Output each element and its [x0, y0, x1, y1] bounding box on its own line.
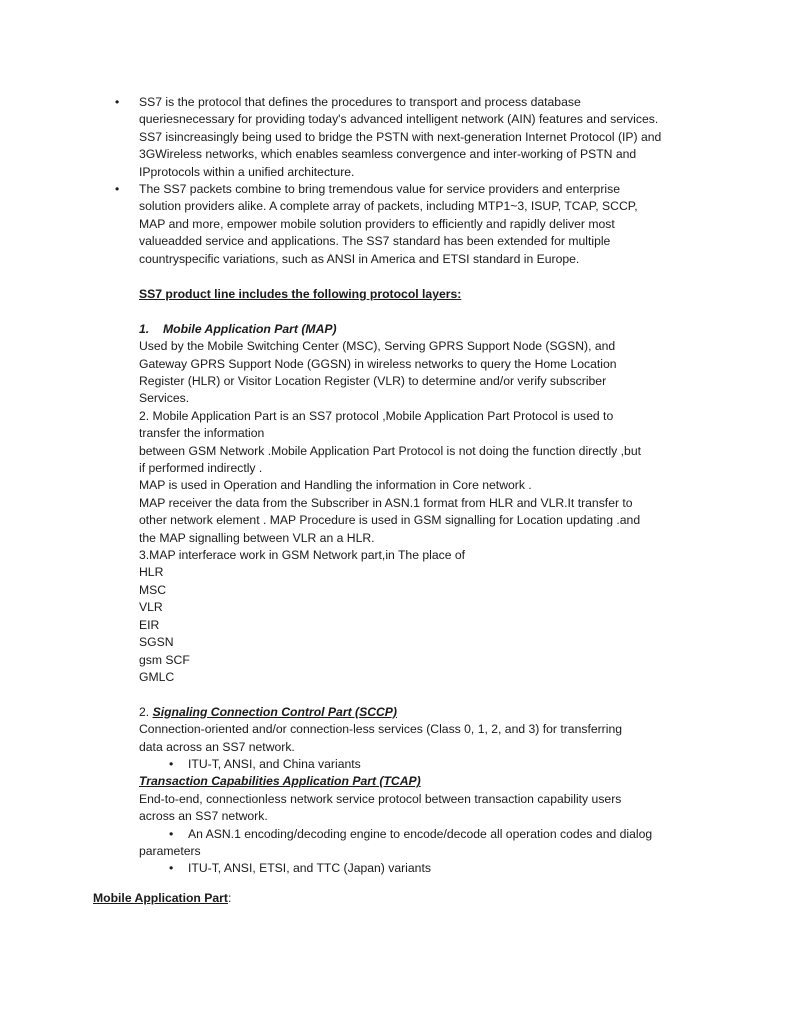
- text-line: queriesnecessary for providing today's advanced intelligent network (AIN) features and services.: [139, 112, 659, 127]
- tcap-bullet-2: [139, 860, 709, 877]
- text-line: Services.: [139, 391, 190, 406]
- bullet-dot-icon: •: [169, 861, 174, 876]
- text-line: if performed indirectly .: [139, 461, 263, 476]
- product-line-heading: SS7 product line includes the following protocol layers:: [139, 287, 462, 301]
- text-line: SGSN: [139, 635, 174, 650]
- tcap-bullet-1-text: An ASN.1 encoding/decoding engine to encode/decode all operation codes and dialog: [188, 826, 653, 841]
- tcap-section-heading: Transaction Capabilities Application Part (TCAP): [139, 774, 421, 789]
- tcap-bullet-2-text: ITU-T, ANSI, ETSI, and TTC (Japan) variants: [188, 861, 431, 876]
- text-line: valueadded service and applications. The SS7 standard has been extended for multiple: [139, 234, 611, 249]
- text-line: IPprotocols within a unified architecture.: [139, 164, 355, 179]
- text-line: Connection-oriented and/or connection-less services (Class 0, 1, 2, and 3) for transferring: [139, 722, 623, 737]
- text-line: The SS7 packets combine to bring tremendous value for service providers and enterprise: [139, 182, 620, 197]
- text-line: 3GWireless networks, which enables seamless convergence and inter-working of PSTN and: [139, 147, 637, 162]
- text-line: End-to-end, connectionless network service protocol between transaction capability users: [139, 791, 622, 806]
- map-section-number: 1.: [139, 321, 150, 336]
- bullet-dot-icon: •: [115, 182, 120, 197]
- tcap-bullet-1: [139, 826, 709, 843]
- text-line: HLR: [139, 565, 164, 580]
- map-section-title: Mobile Application Part (MAP): [163, 321, 337, 336]
- footer-heading-suffix: :: [227, 891, 232, 905]
- sccp-bullet: [139, 756, 709, 773]
- sccp-bullet-text: ITU-T, ANSI, and China variants: [188, 756, 361, 771]
- text-line: the MAP signalling between VLR an a HLR.: [139, 530, 375, 545]
- map-section-body: [139, 338, 709, 686]
- text-line: VLR: [139, 600, 163, 615]
- text-line: GMLC: [139, 669, 175, 684]
- text-line: EIR: [139, 617, 160, 632]
- text-line: other network element . MAP Procedure is used in GSM signalling for Location updating .and: [139, 513, 641, 528]
- intro-bullet-1: [113, 94, 713, 181]
- bullet-dot-icon: •: [169, 756, 174, 771]
- text-line: data across an SS7 network.: [139, 739, 295, 754]
- text-line: MAP is used in Operation and Handling the information in Core network .: [139, 478, 532, 493]
- text-line: transfer the information: [139, 426, 265, 441]
- text-line: Register (HLR) or Visitor Location Register (VLR) to determine and/or verify subscriber: [139, 374, 607, 389]
- text-line: Used by the Mobile Switching Center (MSC), Serving GPRS Support Node (SGSN), and: [139, 339, 616, 354]
- intro-bullet-list: [113, 94, 713, 268]
- text-line: 2. Mobile Application Part is an SS7 protocol ,Mobile Application Part Protocol is used to: [139, 408, 614, 423]
- text-line: 3.MAP interferace work in GSM Network part,in The place of: [139, 548, 466, 563]
- text-line: solution providers alike. A complete array of packets, including MTP1~3, ISUP, TCAP, SCCP,: [139, 199, 638, 214]
- sccp-section-title: Signaling Connection Control Part (SCCP): [152, 704, 397, 719]
- footer-heading-label: Mobile Application Part: [93, 891, 228, 905]
- bullet-dot-icon: •: [169, 826, 174, 841]
- footer-heading: [93, 890, 231, 907]
- text-line: between GSM Network .Mobile Application Part Protocol is not doing the function directly ,but: [139, 443, 641, 458]
- text-line: across an SS7 network.: [139, 809, 268, 824]
- text-line: countryspecific variations, such as ANSI in America and ETSI standard in Europe.: [139, 251, 580, 266]
- text-line: SS7 is the protocol that defines the procedures to transport and process database: [139, 95, 581, 109]
- text-line: SS7 isincreasingly being used to bridge the PSTN with next-generation Internet Protocol (IP) and: [139, 129, 662, 144]
- sccp-section-prefix: 2.: [139, 704, 153, 719]
- bullet-dot-icon: •: [115, 95, 120, 109]
- intro-bullet-2: [113, 181, 713, 268]
- sccp-section-heading: [139, 704, 709, 721]
- text-line: MAP and more, empower mobile solution providers to efficiently and rapidly deliver most: [139, 216, 615, 231]
- map-section-heading: [139, 321, 709, 338]
- text-line: Gateway GPRS Support Node (GGSN) in wireless networks to query the Home Location: [139, 356, 617, 371]
- text-line: MSC: [139, 582, 167, 597]
- tcap-bullet-1-continuation: parameters: [139, 843, 201, 858]
- main-content: [139, 286, 709, 878]
- text-line: gsm SCF: [139, 652, 190, 667]
- text-line: MAP receiver the data from the Subscriber in ASN.1 format from HLR and VLR.It transfer to: [139, 495, 633, 510]
